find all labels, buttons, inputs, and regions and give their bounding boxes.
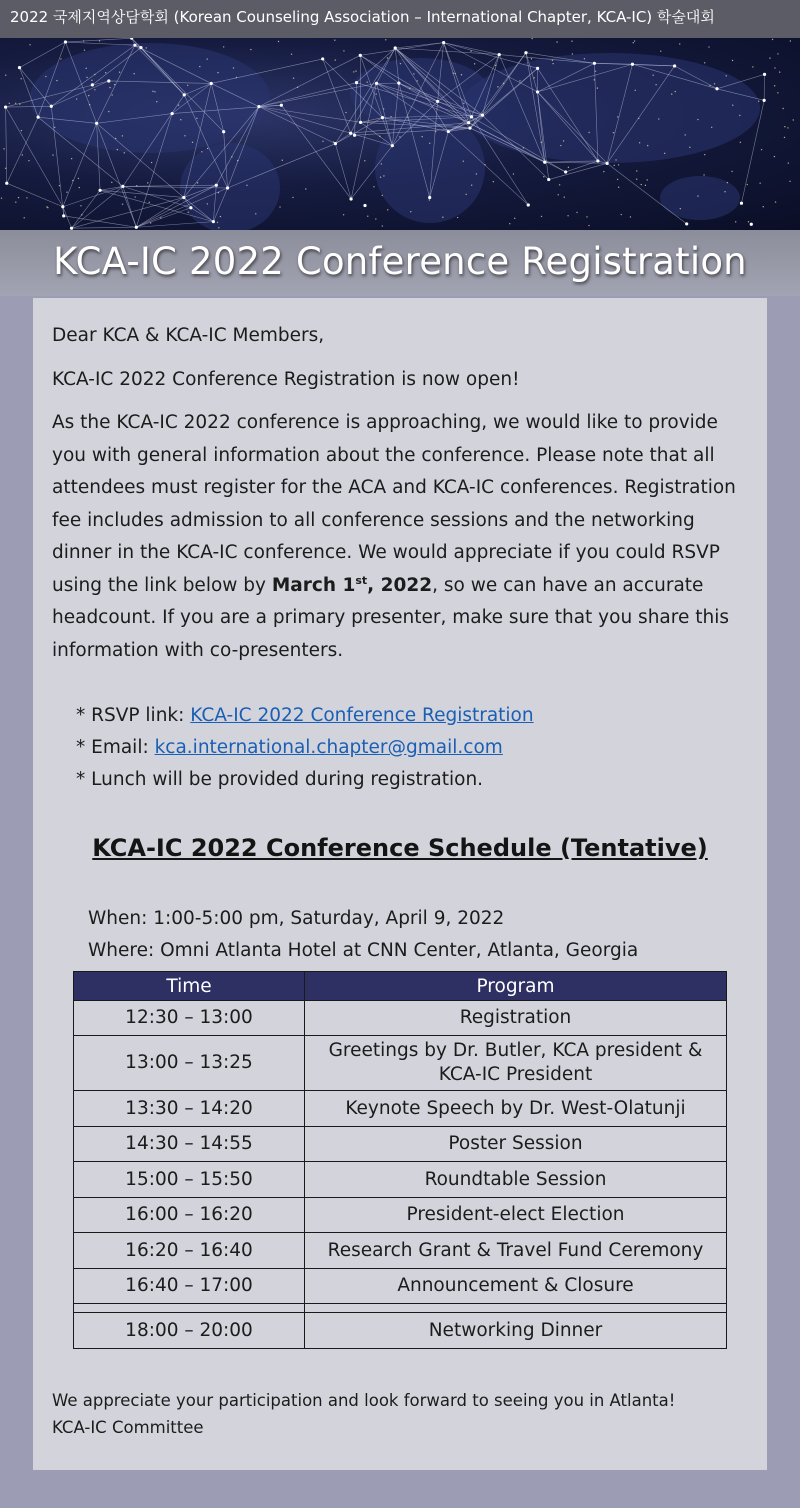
- row-time: 13:00 – 13:25: [74, 1036, 305, 1091]
- email-link[interactable]: kca.international.chapter@gmail.com: [154, 737, 503, 758]
- row-program: Keynote Speech by Dr. West-Olatunji: [305, 1091, 727, 1127]
- row-program: Networking Dinner: [305, 1313, 727, 1349]
- table-row: [74, 1313, 727, 1349]
- closing-text: [52, 1387, 675, 1441]
- network-map-graphic: [0, 38, 800, 230]
- hero-world-map-image: [0, 38, 800, 230]
- salutation: Dear KCA & KCA-IC Members,: [52, 325, 325, 346]
- table-row: [74, 1127, 727, 1162]
- row-program: Poster Session: [305, 1127, 727, 1162]
- table-row: [74, 1162, 727, 1198]
- table-row: [74, 1036, 727, 1091]
- body-part-1: As the KCA-IC 2022 conference is approaching, we would like to provide you with general information about the conference. Please note that all attendees must register for the ACA and KCA-IC conferences. Registration fee includes admission to all conference sessions and the networking dinner in the KCA-IC conference. We would appreciate if you could RSVP using the link below by: [52, 412, 736, 596]
- table-header-row: [74, 972, 727, 1001]
- row-time: 13:30 – 14:20: [74, 1091, 305, 1127]
- body-part-2: , so we can have an accurate headcount. If you are a primary presenter, make sure that you share this information with co-presenters.: [52, 574, 729, 661]
- row-time: 12:30 – 13:00: [74, 1001, 305, 1036]
- row-time: 18:00 – 20:00: [74, 1313, 305, 1349]
- page-title: KCA-IC 2022 Conference Registration: [53, 240, 747, 283]
- signature-line: KCA-IC Committee: [52, 1418, 204, 1437]
- schedule-title: KCA-IC 2022 Conference Schedule (Tentative): [92, 834, 708, 862]
- row-program: Roundtable Session: [305, 1162, 727, 1198]
- table-row: [74, 1091, 727, 1127]
- header-time: Time: [74, 972, 305, 1001]
- closing-line: We appreciate your participation and look forward to seeing you in Atlanta!: [52, 1391, 676, 1410]
- title-band: [0, 230, 800, 296]
- content-card: [33, 298, 767, 1470]
- row-time: 16:40 – 17:00: [74, 1269, 305, 1304]
- rsvp-link[interactable]: KCA-IC 2022 Conference Registration: [190, 705, 534, 726]
- top-banner-bar: [0, 0, 800, 38]
- deadline-date: March 1st, 2022: [271, 573, 433, 596]
- spacer-cell: [305, 1304, 727, 1313]
- lunch-bullet: * Lunch will be provided during registration.: [76, 769, 484, 790]
- row-program: Greetings by Dr. Butler, KCA president & KCA-IC President: [305, 1036, 727, 1091]
- table-row: [74, 1001, 727, 1036]
- row-time: 15:00 – 15:50: [74, 1162, 305, 1198]
- table-row: [74, 1269, 727, 1304]
- header-program: Program: [305, 972, 727, 1001]
- banner-text: 2022 국제지역상담학회 (Korean Counseling Association – International Chapter, KCA-IC) 학술대회: [10, 8, 715, 26]
- table-row: [74, 1198, 727, 1233]
- row-time: 16:20 – 16:40: [74, 1233, 305, 1269]
- row-program: Announcement & Closure: [305, 1269, 727, 1304]
- schedule-table: [73, 971, 727, 1349]
- body-paragraph: [52, 407, 752, 667]
- schedule-where: Where: Omni Atlanta Hotel at CNN Center, Atlanta, Georgia: [88, 940, 639, 961]
- email-bullet: * Email: kca.international.chapter@gmail.com: [76, 737, 503, 758]
- row-program: President-elect Election: [305, 1198, 727, 1233]
- row-time: 14:30 – 14:55: [74, 1127, 305, 1162]
- table-row: [74, 1233, 727, 1269]
- row-program: Registration: [305, 1001, 727, 1036]
- table-spacer-row: [74, 1304, 727, 1313]
- schedule-when: When: 1:00-5:00 pm, Saturday, April 9, 2022: [88, 908, 505, 929]
- intro-line: KCA-IC 2022 Conference Registration is now open!: [52, 369, 520, 390]
- row-time: 16:00 – 16:20: [74, 1198, 305, 1233]
- row-program: Research Grant & Travel Fund Ceremony: [305, 1233, 727, 1269]
- rsvp-bullet: * RSVP link: KCA-IC 2022 Conference Registration: [76, 705, 534, 726]
- spacer-cell: [74, 1304, 305, 1313]
